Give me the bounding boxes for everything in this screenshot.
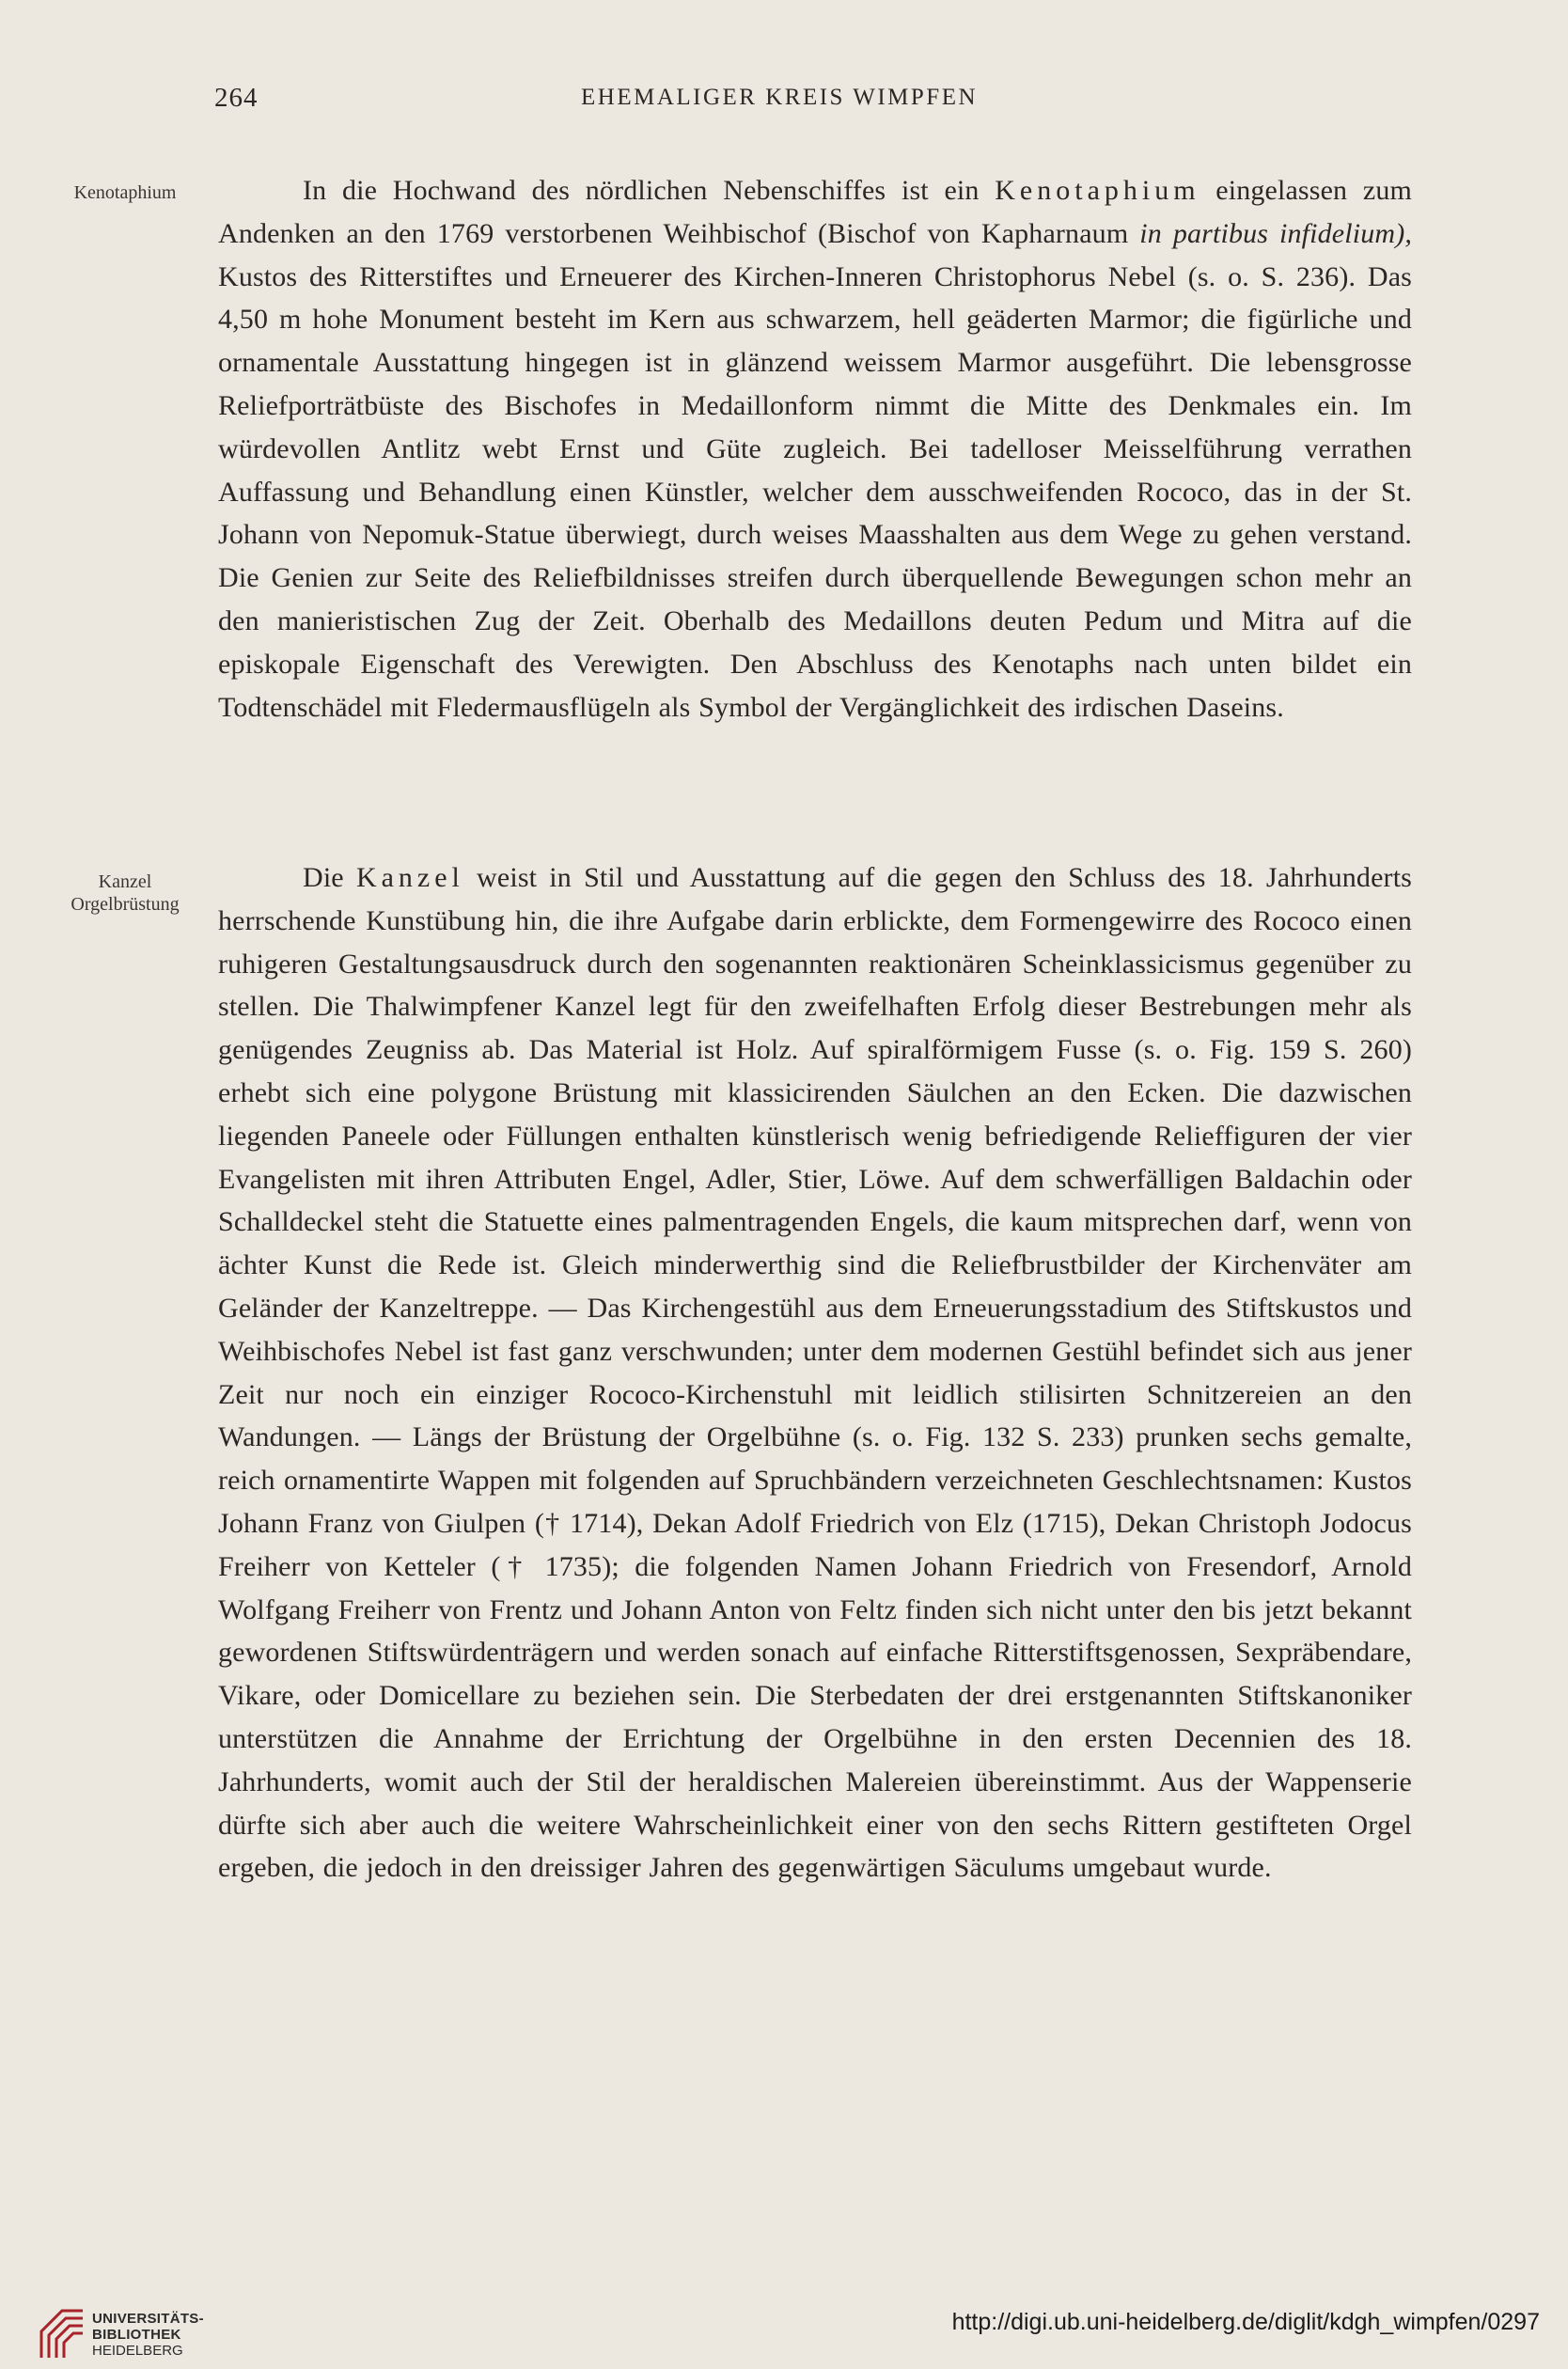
- source-url-link[interactable]: http://digi.ub.uni-heidelberg.de/diglit/kdgh_wimpfen/0297: [951, 2309, 1540, 2335]
- library-name: [92, 2311, 204, 2359]
- text-run: Kustos des Ritterstiftes und Erneuerer des Kirchen-Inneren Christophorus Nebel (s. o. S. 236). Das 4,50 m hohe Monument besteht im Kern aus schwarzem, hell geäderten Marmor; die figürliche und ornamentale Ausstattung hingegen ist in glänzend weissem Marmor ausgeführt. Die lebensgrosse Reliefporträtbüste des Bischofes in Medaillonform nimmt die Mitte des Denkmales ein. Im würdevollen Antlitz webt Ernst und Güte zugleich. Bei tadelloser Meisselführung verrathen Auffassung und Behandlung einen Künstler, welcher dem ausschweifenden Rococo, das in der St. Johann von Nepomuk-Statue überwiegt, durch weises Maasshalten aus dem Wege zu gehen verstand. Die Genien zur Seite des Reliefbildnisses streifen durch überquellende Bewegungen schon mehr an den manieristischen Zug der Zeit. Oberhalb des Medaillons deuten Pedum und Mitra auf die episkopale Eigenschaft des Verewigten. Den Abschluss des Kenotaphs nach unten bildet ein Todtenschädel mit Fledermausflügeln als Symbol der Vergänglichkeit des irdischen Daseins.: [218, 260, 1412, 723]
- text-run: In die Hochwand des nördlichen Nebenschiffes ist ein: [303, 175, 996, 206]
- text-run: Die: [303, 862, 356, 893]
- running-title: EHEMALIGER KREIS WIMPFEN: [581, 85, 979, 110]
- page-number: 264: [214, 83, 259, 113]
- footer: [0, 2292, 1568, 2369]
- paragraph-text: [218, 169, 1412, 729]
- italic-phrase: in partibus infidelium),: [1139, 217, 1412, 249]
- text-run: eingelassen zum Andenken an den 1769 verstorbenen Weihbischof (Bischof von Kapharnaum: [218, 175, 1412, 249]
- spaced-term: Kanzel: [355, 862, 464, 893]
- spaced-term: Kenotaphium: [995, 175, 1200, 206]
- library-name-line: UNIVERSITÄTS-: [92, 2311, 204, 2327]
- text-run: weist in Stil und Ausstattung auf die gegen den Schluss des 18. Jahrhunderts herrschende Kunstübung hin, die ihre Aufgabe darin erblickte, dem Formengewirre des Rococo einen ruhigeren Gestaltungsausdruck durch den sogenannten reaktionären Scheinklassicismus gegenüber zu stellen. Die Thalwimpfener Kanzel legt für den zweifelhaften Erfolg dieser Bestrebungen mehr als genügendes Zeugniss ab. Das Material ist Holz. Auf spiralförmigem Fusse (s. o. Fig. 159 S. 260) erhebt sich eine polygone Brüstung mit klassicirenden Säulchen an den Ecken. Die dazwischen liegenden Paneele oder Füllungen enthalten künstlerisch wenig befriedigende Relieffiguren der vier Evangelisten mit ihren Attributen Engel, Adler, Stier, Löwe. Auf dem schwerfälligen Baldachin oder Schalldeckel steht die Statuette eines palmentragenden Engels, die kaum mitsprechen darf, wenn von ächter Kunst die Rede ist. Gleich minderwerthig sind die Reliefbrustbilder der Kirchenväter am Geländer der Kanzeltreppe. — Das Kirchengestühl aus dem Erneuerungsstadium des Stiftskustos und Weihbischofes Nebel ist fast ganz verschwunden; unter dem modernen Gestühl befindet sich aus jener Zeit nur noch ein einziger Rococo-Kirchenstuhl mit leidlich stilisirten Schnitzereien an den Wandungen. — Längs der Brüstung der Orgelbühne (s. o. Fig. 132 S. 233) prunken sechs gemalte, reich ornamentirte Wappen mit folgenden auf Spruchbändern verzeichneten Geschlechtsnamen: Kustos Johann Franz von Giulpen († 1714), Dekan Adolf Friedrich von Elz (1715), Dekan Christoph Jodocus Freiherr von Ketteler († 1735); die folgenden Namen Johann Friedrich von Fresendorf, Arnold Wolfgang Freiherr von Frentz und Johann Anton von Feltz finden sich nicht unter den bis jetzt bekannt gewordenen Stiftswürdenträgern und werden sonach auf einfache Ritterstiftsgenossen, Sexpräbendare, Vikare, oder Domicellare zu beziehen sein. Die Sterbedaten der drei erstgenannten Stiftskanoniker unterstützen die Annahme der Errichtung der Orgelbühne in den ersten Decennien des 18. Jahrhunderts, womit auch der Stil der heraldischen Malereien übereinstimmt. Aus der Wappenserie dürfte sich aber auch die weitere Wahrscheinlichkeit einer von den sechs Rittern gestifteten Orgel ergeben, die jedoch in den dreissiger Jahren des gegenwärtigen Säculums umgebaut wurde.: [218, 862, 1413, 1884]
- library-logo-icon: [34, 2303, 92, 2361]
- running-header: [214, 83, 1436, 120]
- margin-note-kenotaphium: [55, 181, 196, 204]
- margin-note-text: Kenotaphium: [73, 182, 177, 203]
- margin-note-text: Kanzel: [98, 871, 152, 892]
- paragraph-kenotaphium: [218, 169, 1412, 729]
- library-name-line: BIBLIOTHEK: [92, 2327, 181, 2343]
- paragraph-kanzel: [218, 856, 1412, 1890]
- paragraph-text: [218, 856, 1412, 1890]
- margin-note-text: Orgelbrüstung: [71, 894, 180, 915]
- margin-note-kanzel: [47, 871, 203, 916]
- library-name-line: HEIDELBERG: [92, 2343, 183, 2359]
